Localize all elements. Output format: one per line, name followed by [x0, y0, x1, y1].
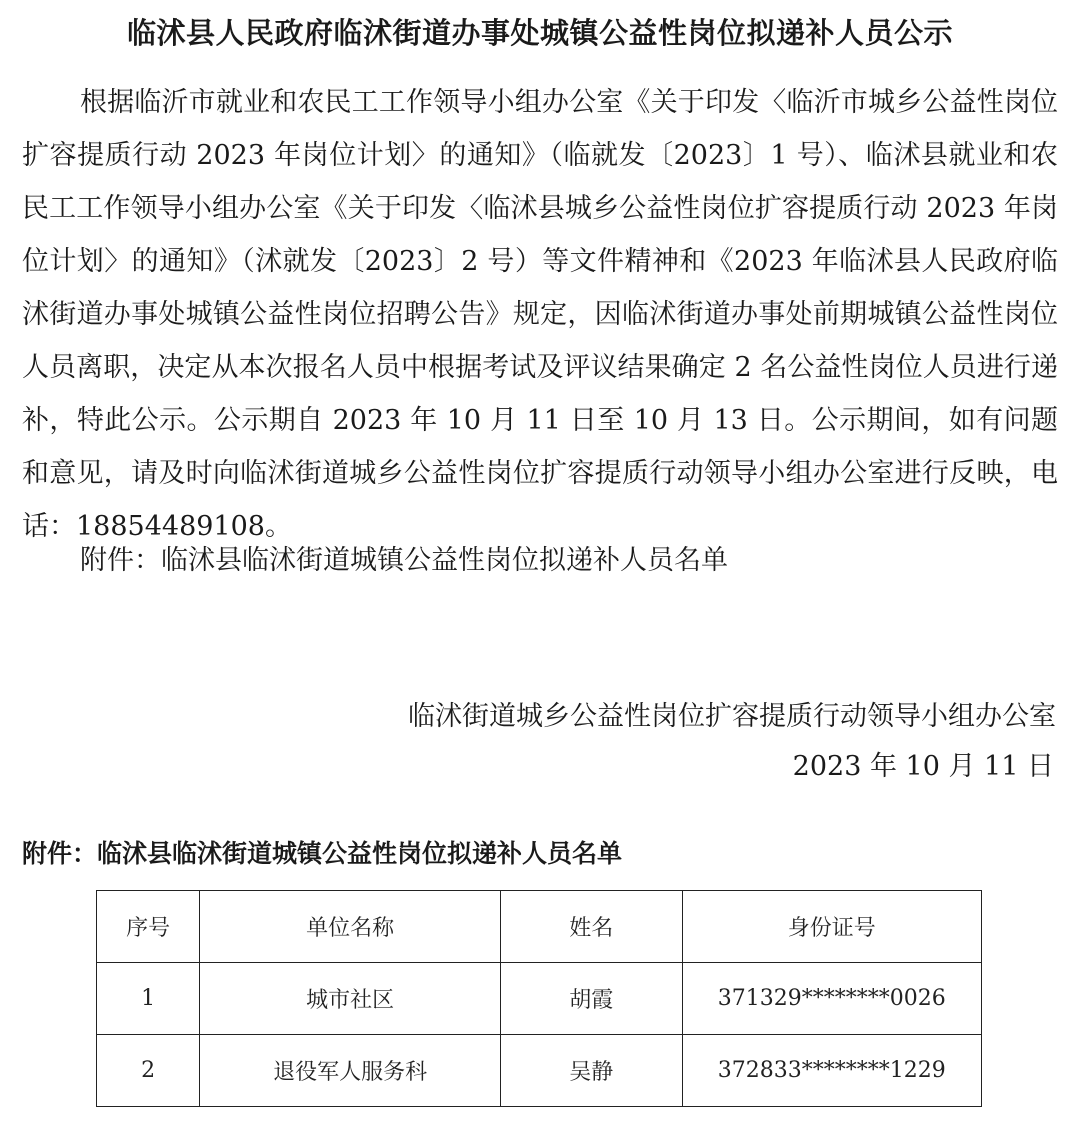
cell-id-number: 372833********1229 — [682, 1035, 981, 1107]
document-title: 临沭县人民政府临沭街道办事处城镇公益性岗位拟递补人员公示 — [126, 16, 953, 50]
cell-name: 吴静 — [500, 1035, 682, 1107]
table-row — [97, 1035, 982, 1107]
cell-unit-name: 退役军人服务科 — [200, 1035, 501, 1107]
signature-organization: 临沭街道城乡公益性岗位扩容提质行动领导小组办公室 — [408, 701, 1056, 732]
cell-id-number: 371329********0026 — [682, 963, 981, 1035]
body-paragraph: 根据临沂市就业和农民工工作领导小组办公室《关于印发〈临沂市城乡公益性岗位扩容提质行动 2023 年岗位计划〉的通知》（临就发〔2023〕1 号）、临沭县就业和农民工工作领导小组办公室《关于印发〈临沭县城乡公益性岗位扩容提质行动 2023 年岗位计划〉的通知》（沭就发〔2023〕2 号）等文件精神和《2023 年临沭县人民政府临沭街道办事处城镇公益性岗位招聘公告》规定，因临沭街道办事处前期城镇公益性岗位人员离职，决定从本次报名人员中根据考试及评议结果确定 2 名公益性岗位人员进行递补，特此公示。公示期自 2023 年 10 月 11 日至 10 月 13 日。公示期间，如有问题和意见，请及时向临沭街道城乡公益性岗位扩容提质行动领导小组办公室进行反映，电话：18854489108。 — [22, 87, 1058, 542]
attachment-reference: 附件：临沭县临沭街道城镇公益性岗位拟递补人员名单 — [80, 545, 728, 576]
personnel-table — [96, 890, 982, 1107]
header-serial-number: 序号 — [97, 891, 200, 963]
table-row — [97, 963, 982, 1035]
cell-serial-number: 2 — [97, 1035, 200, 1107]
cell-unit-name: 城市社区 — [200, 963, 501, 1035]
cell-serial-number: 1 — [97, 963, 200, 1035]
signature-date: 2023 年 10 月 11 日 — [792, 751, 1054, 782]
table-header-row — [97, 891, 982, 963]
attachment-title: 附件：临沭县临沭街道城镇公益性岗位拟递补人员名单 — [22, 839, 623, 868]
header-id-number: 身份证号 — [682, 891, 981, 963]
cell-name: 胡霞 — [500, 963, 682, 1035]
header-unit-name: 单位名称 — [200, 891, 501, 963]
header-name: 姓名 — [500, 891, 682, 963]
